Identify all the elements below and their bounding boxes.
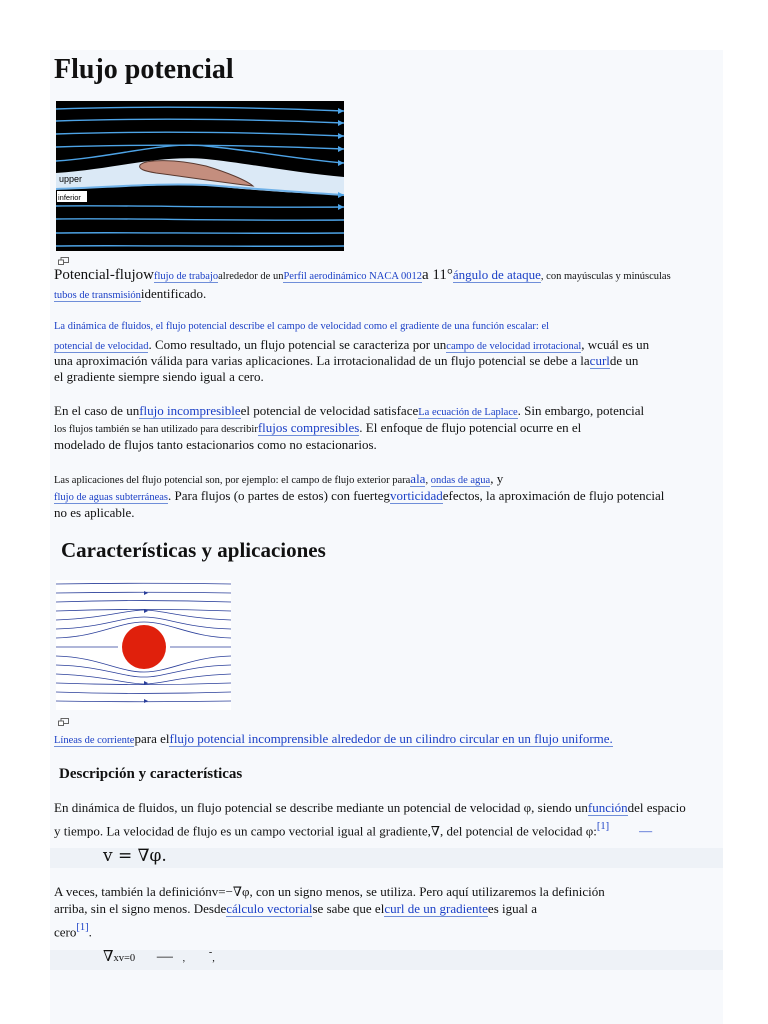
ref-1[interactable]: [1] — [596, 821, 610, 832]
page-title: Flujo potencial — [54, 54, 234, 85]
p2-line2: los flujos también se han utilizado para describirflujos compresibles. El enfoque de flujo potencial ocurre en el — [54, 420, 582, 435]
link-naca-0012[interactable]: Perfil aerodinámico NACA 0012 — [283, 271, 422, 282]
link-campo-irrotacional[interactable]: campo de velocidad irrotacional — [446, 341, 582, 352]
p5-line2: arriba, sin el signo menos. Desdecálculo vectorialse sabe que elcurl de un gradientees igual a — [54, 901, 538, 916]
p5-line3: cero[1]. — [54, 922, 92, 940]
link-ecuacion-laplace[interactable]: La ecuación de Laplace — [418, 407, 518, 418]
p2-line3: modelado de flujos tanto estacionarios como no estacionarios. — [54, 437, 377, 452]
cylinder-flow-figure[interactable] — [56, 580, 231, 710]
subsection-heading: Descripción y características — [59, 766, 243, 782]
link-curl[interactable]: curl — [589, 353, 610, 368]
link-angulo-de-ataque[interactable]: ángulo de ataque — [452, 267, 541, 282]
link-lineas-de-corriente[interactable]: Líneas de corriente — [54, 735, 135, 746]
p3-line3: no es aplicable. — [54, 505, 135, 520]
figure2-caption: Líneas de corrientepara elflujo potencial incomprensible alrededor de un cilindro circular en un flujo uniforme. — [54, 731, 613, 746]
ref-1b[interactable]: [1] — [76, 922, 89, 933]
link-vorticidad[interactable]: vorticidad — [390, 488, 443, 503]
label-upper: upper — [59, 174, 83, 184]
section-heading: Características y aplicaciones — [61, 538, 326, 562]
link-flujo-de-trabajo[interactable]: flujo de trabajo — [153, 271, 219, 282]
figure1-caption-line1: Potencial-flujowflujo de trabajoalrededor de unPerfil aerodinámico NACA 0012a 11°ángulo de ataque, con mayúsculas y minúsculas — [54, 267, 671, 283]
figure1-caption-line2: tubos de transmisiónidentificado. — [54, 286, 207, 301]
link-ondas-de-agua[interactable]: ondas de agua — [430, 475, 491, 486]
p1-line3: una aproximación válida para varias aplicaciones. La irrotacionalidad de un flujo potencial se debe a lacurlde un — [54, 353, 639, 368]
link-tubos-de-transmision[interactable]: tubos de transmisión — [54, 290, 141, 301]
link-flujos-compresibles[interactable]: flujos compresibles — [257, 420, 360, 435]
p1-line1: La dinámica de fluidos, el flujo potencial describe el campo de velocidad como el gradiente de una función escalar: el — [54, 321, 550, 332]
p2-line1: En el caso de unflujo incompresibleel potencial de velocidad satisfaceLa ecuación de Laplace. Sin embargo, potencial — [54, 403, 645, 418]
link-flujo-incompresible[interactable]: flujo incompresible — [139, 403, 241, 418]
link-ala[interactable]: ala — [410, 471, 426, 486]
airfoil-flow-figure[interactable] — [56, 101, 344, 251]
p1-line4: el gradiente siempre siendo igual a cero. — [54, 369, 264, 384]
link-aguas-subterraneas[interactable]: flujo de aguas subterráneas — [54, 492, 168, 503]
link-funcion[interactable]: función — [587, 800, 628, 815]
p4-line1: En dinámica de fluidos, un flujo potencial se describe mediante un potencial de velocidad φ, siendo unfuncióndel espacio — [54, 800, 686, 815]
enlarge-icon[interactable] — [58, 718, 69, 726]
p4-line2: y tiempo. La velocidad de flujo es un campo vectorial igual al gradiente,∇, del potencial de velocidad φ:[1] — — [54, 821, 653, 839]
link-flujo-cilindro[interactable]: flujo potencial incomprensible alrededor de un cilindro circular en un flujo uniforme. — [169, 731, 613, 746]
enlarge-icon[interactable] — [58, 257, 69, 265]
equation-2: ∇xv=0 — , -, — [103, 947, 215, 965]
link-potencial-de-velocidad[interactable]: potencial de velocidad — [54, 341, 149, 352]
label-lower: inferior — [58, 193, 81, 202]
p1-line2: potencial de velocidad. Como resultado, un flujo potencial se caracteriza por uncampo de velocidad irrotacional, wcuál es un — [54, 337, 650, 352]
link-calculo-vectorial[interactable]: cálculo vectorial — [226, 901, 313, 916]
p3-line2: flujo de aguas subterráneas. Para flujos (o partes de estos) con fuertegvorticidadefectos, la aproximación de flujo potencial — [54, 488, 665, 503]
p5-line1: A veces, también la definiciónv=−∇φ, con un signo menos, se utiliza. Pero aquí utilizaremos la definición — [54, 884, 605, 899]
p3-line1: Las aplicaciones del flujo potencial son, por ejemplo: el campo de flujo exterior paraala, ondas de agua, y — [54, 471, 504, 486]
equation-1: v = ∇φ. — [103, 846, 167, 866]
link-curl-gradiente[interactable]: curl de un gradiente — [384, 901, 488, 916]
